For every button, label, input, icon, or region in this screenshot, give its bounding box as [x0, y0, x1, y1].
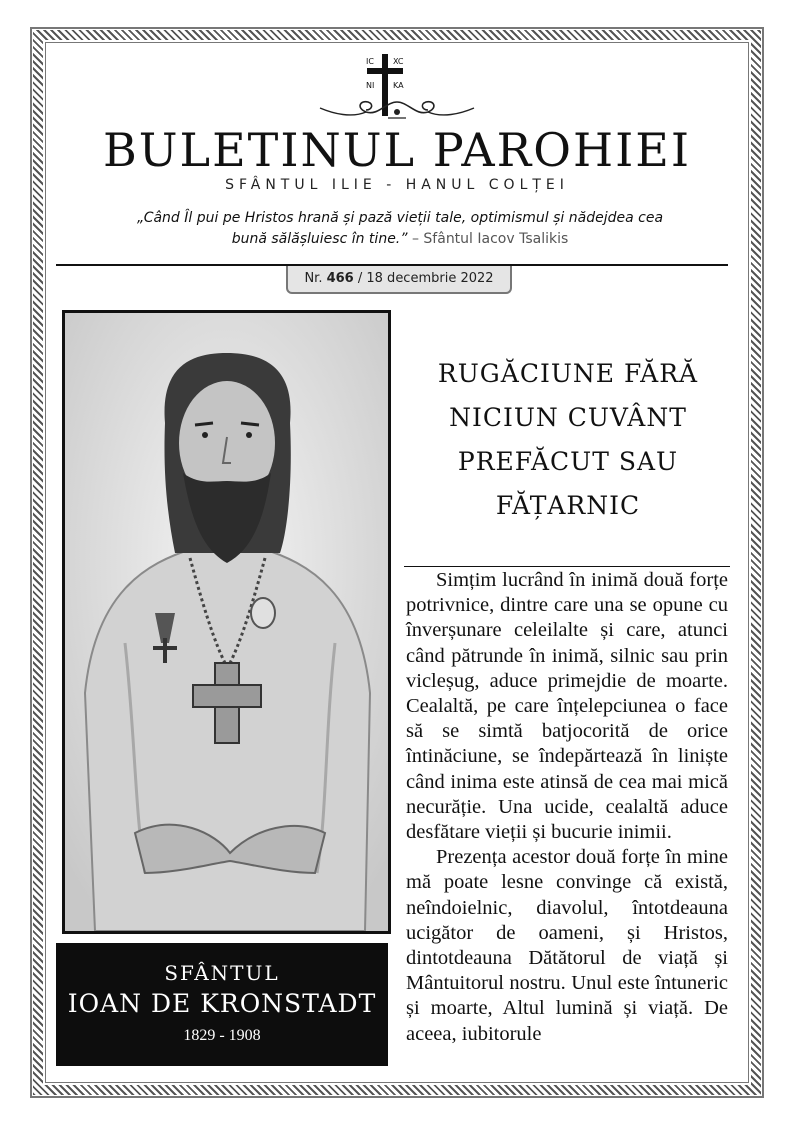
caption-years: 1829 - 1908	[183, 1027, 261, 1044]
issue-prefix: Nr.	[304, 271, 323, 286]
motto-author: – Sfântul Iacov Tsalikis	[411, 231, 569, 247]
motto	[130, 208, 670, 250]
issue-number: 466	[326, 271, 354, 286]
flourish-ornament-icon	[316, 96, 478, 122]
article-title-line: RUGĂCIUNE FĂRĂ	[437, 359, 699, 388]
parish-name: SFÂNTUL ILIE - HANUL COLȚEI	[225, 177, 569, 193]
caption-name: IOAN DE KRONSTADT	[67, 989, 377, 1018]
article-title-line: FĂȚARNIC	[495, 491, 641, 520]
article-title	[404, 352, 732, 528]
article-title-line: NICIUN CUVÂNT	[449, 403, 687, 432]
emblem-text-tr: XC	[393, 57, 404, 66]
article-body	[406, 568, 728, 1047]
motto-quote: „Când Îl pui pe Hristos hrană și pază vieții tale, optimismul și nădejdea cea bună sălășluiesc în tine.”	[136, 210, 664, 247]
portrait-caption	[56, 943, 388, 1066]
issue-date: / 18 decembrie 2022	[357, 271, 494, 286]
article-title-line: PREFĂCUT SAU	[457, 447, 679, 476]
saint-portrait	[62, 310, 391, 934]
article-paragraph: Simțim lucrând în inimă două forțe potrivnice, dintre care una se opune cu înverșunare celeilalte și care, atunci când pătrunde în inimă, silnic sau prin vicleșug, aduce primejdie de moarte. Cealaltă, pe care înțelepciunea o face să se simtă batjocorită de orice întinăciune, se îndepărtează în liniște când inima este atinsă de cea mai mică necurăție. Una ucide, cealaltă aduce desfătare vieții și bucurie inimii.	[406, 569, 728, 844]
caption-title: SFÂNTUL	[164, 961, 280, 985]
issue-badge	[286, 266, 512, 294]
article-paragraph: Prezența acestor două forțe în mine mă poate lesne convinge că există, neîndoielnic, diavolul, întotdeauna ucigător de oameni, și Hristos, dintotdeauna Dătătorul de viață și Mântuitorul nostru. Unul este întuneric și moarte, Altul lumină și viață. De aceea, iubitorule	[406, 846, 728, 1045]
article-divider	[404, 566, 730, 567]
newsletter-title: BULETINUL PAROHIEI	[102, 123, 692, 177]
emblem-text-tl: IC	[366, 57, 374, 66]
emblem-text-br: KA	[393, 81, 404, 90]
emblem-text-bl: NI	[366, 81, 375, 90]
